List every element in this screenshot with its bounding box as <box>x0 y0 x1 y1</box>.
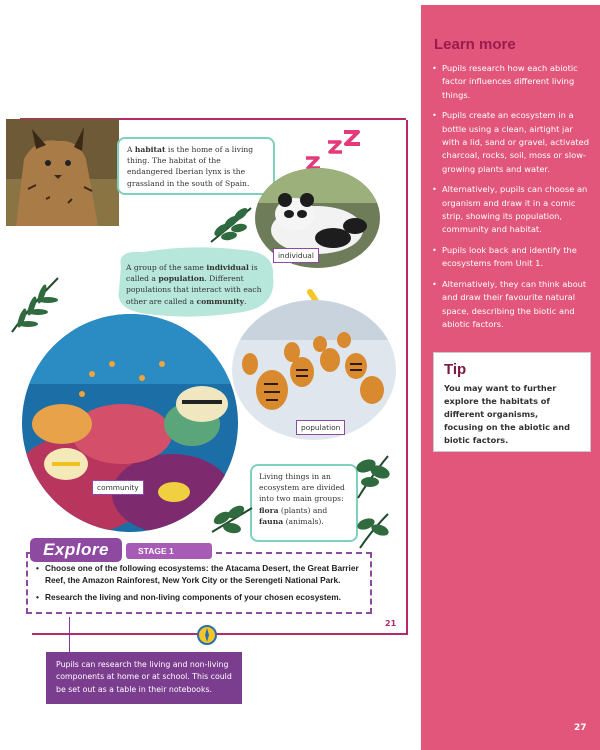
term-population: population <box>158 274 205 284</box>
tip-box <box>433 352 591 452</box>
learn-more-title: Learn more <box>434 36 516 53</box>
term-individual: individual <box>206 263 249 272</box>
leaf-icon <box>350 450 394 502</box>
habitat-callout <box>117 137 275 195</box>
population-label: population <box>296 420 345 435</box>
tip-title: Tip <box>444 361 467 378</box>
population-callout <box>113 246 277 318</box>
tip-text: You may want to further explore the habitats of different organisms, focusing on the abiotic and biotic factors. <box>444 383 570 445</box>
callout-text: (plants) and <box>278 505 328 515</box>
learn-more-item: • Pupils research how each abiotic factor influences different living things. <box>430 62 590 102</box>
individual-label: individual <box>273 248 319 263</box>
inner-page-number: 21 <box>385 619 397 628</box>
page-number: 27 <box>574 723 587 733</box>
teacher-note: Pupils can research the living and non-living components at home or at school. This could be set out as a table in their notebooks. <box>46 652 242 704</box>
callout-text <box>126 262 266 307</box>
leaf-icon <box>207 202 255 246</box>
term-fauna: fauna <box>259 516 284 526</box>
text: . <box>244 296 247 306</box>
compass-icon <box>196 624 218 646</box>
learn-more-item: • Alternatively, pupils can choose an organism and draw it in a comic strip, showing its population, community and habitat. <box>430 183 590 237</box>
community-label: community <box>92 480 144 495</box>
callout-text: Living things in an ecosystem are divided into two main groups: <box>259 472 345 504</box>
learn-more-item: • Pupils look back and identify the ecosystems from Unit 1. <box>430 244 590 271</box>
explore-item: • Research the living and non-living components of your chosen ecosystem. <box>36 591 366 603</box>
learn-more-item: • Alternatively, they can think about and draw their favourite natural space, describing the biotic and abiotic factors. <box>430 278 590 332</box>
text: A group of the same <box>126 263 207 272</box>
flora-fauna-callout <box>250 464 358 542</box>
explore-logo: Explore <box>30 538 122 562</box>
coral-reef-community-photo <box>22 314 238 532</box>
explore-list <box>36 562 366 608</box>
lynx-photo <box>6 119 119 226</box>
connector-line <box>69 617 70 653</box>
explore-item: • Choose one of the following ecosystems: the Atacama Desert, the Great Barrier Reef, the Amazon Rainforest, New York City or the Serengeti National Park. <box>36 562 366 586</box>
callout-text: A <box>127 145 135 154</box>
tiger-population-photo <box>232 300 396 440</box>
callout-text: is the home of a living thing. The habitat of the endangered Iberian lynx is the grassland in the south of Spain. <box>127 145 254 188</box>
term-flora: flora <box>259 505 279 515</box>
fern-icon <box>6 274 64 336</box>
callout-text: (animals). <box>283 516 324 526</box>
stage-badge: STAGE 1 <box>126 543 212 559</box>
term-community: community <box>196 296 245 306</box>
leaf-icon <box>208 502 256 536</box>
learn-more-list <box>430 62 590 338</box>
text: . Different populations that interact with each other are called a <box>126 274 262 306</box>
text: is called a <box>126 263 258 284</box>
learn-more-item: • Pupils create an ecosystem in a bottle using a clean, airtight jar with a lid, sand or gravel, activated charcoal, rocks, soil, moss or slow-growing plants and water. <box>430 109 590 176</box>
term-habitat: habitat <box>134 145 166 154</box>
explore-activity <box>26 538 372 616</box>
